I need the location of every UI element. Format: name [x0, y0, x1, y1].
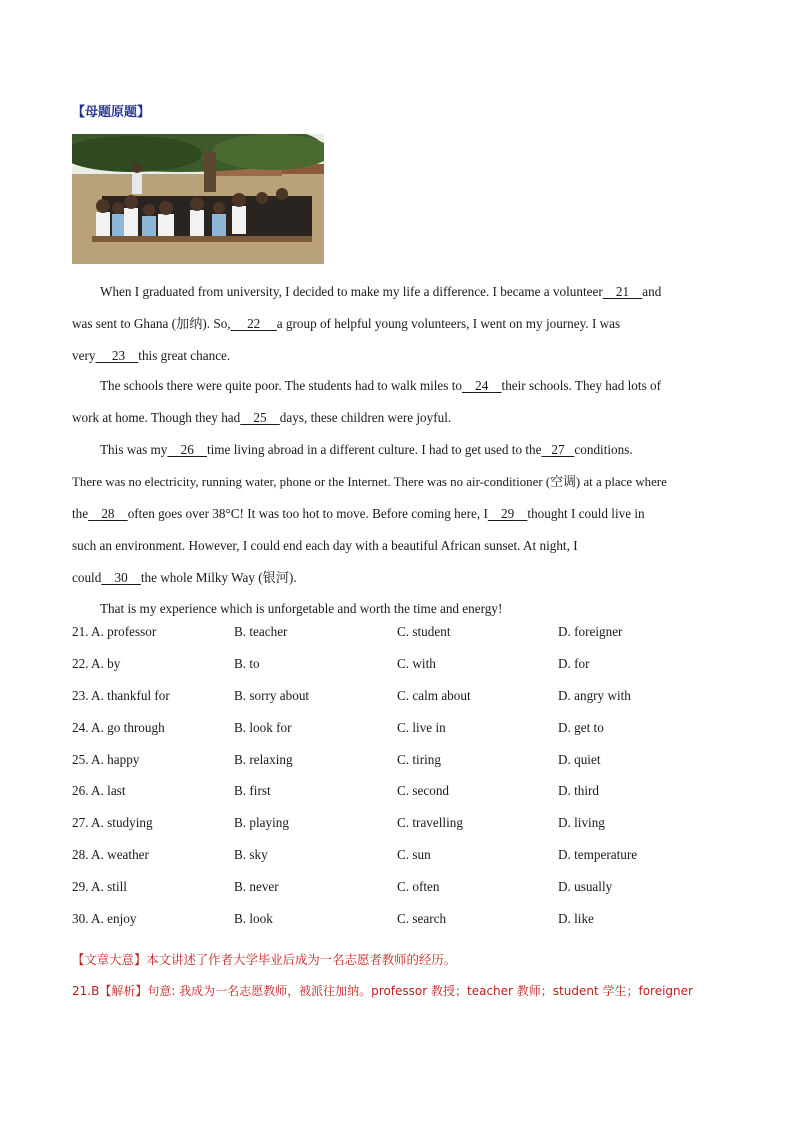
option-b: B. playing — [234, 815, 289, 831]
option-a: 30. A. enjoy — [72, 911, 137, 927]
option-b: B. relaxing — [234, 751, 293, 767]
blank-24: 24 — [475, 378, 489, 393]
option-c: C. second — [397, 783, 450, 799]
blank-22: 22 — [247, 316, 261, 331]
option-d: D. temperature — [558, 847, 638, 863]
passage-text: days, these children were joyful. — [279, 410, 452, 425]
option-d: D. third — [558, 783, 600, 799]
passage-text: could — [72, 570, 102, 585]
option-b: B. never — [234, 879, 279, 895]
question-row-26 — [72, 783, 732, 815]
option-c: C. live in — [397, 719, 446, 735]
option-d: D. angry with — [558, 687, 631, 703]
passage-text: often goes over 38°C! It was too hot to move. Before coming here, I — [127, 506, 488, 521]
photo-image — [72, 134, 324, 264]
question-row-30 — [72, 911, 732, 943]
question-row-25 — [72, 752, 732, 784]
blank-26: 26 — [180, 442, 194, 457]
passage-text: this great chance. — [138, 348, 231, 363]
passage-text: very — [72, 348, 96, 363]
article-summary: 【文章大意】本文讲述了作者大学毕业后成为一名志愿者教师的经历。 — [72, 952, 457, 967]
blank-30: 30 — [114, 570, 128, 585]
option-d: D. usually — [558, 879, 613, 895]
option-a: 28. A. weather — [72, 847, 149, 863]
option-b: B. look — [234, 911, 273, 927]
option-d: D. for — [558, 655, 590, 671]
passage-text: a group of helpful young volunteers, I went on my journey. I was — [276, 316, 621, 331]
option-a: 26. A. last — [72, 783, 126, 799]
passage-text: and — [642, 284, 662, 299]
option-a: 21. A. professor — [72, 624, 157, 639]
blank-21: 21 — [615, 284, 630, 299]
option-a: 27. A. studying — [72, 815, 153, 831]
option-c: C. student — [397, 624, 451, 639]
passage-text: the — [72, 506, 89, 521]
passage-paragraph-3 — [72, 434, 724, 594]
passage-text: That is my experience which is unforgetable and worth the time and energy! — [100, 601, 503, 616]
question-row-28 — [72, 847, 732, 879]
photo-children-under-tree — [72, 134, 324, 264]
option-c: C. sun — [397, 847, 431, 863]
passage-paragraph-4 — [72, 593, 724, 625]
option-b: B. teacher — [234, 624, 288, 639]
blank-29: 29 — [501, 506, 515, 521]
blank-27: 27 — [551, 442, 565, 457]
passage-text: their schools. They had lots of — [501, 378, 661, 393]
option-a: 25. A. happy — [72, 751, 140, 767]
passage-text: There was no electricity, running water, phone or the Internet. There was no air-conditioner (空调) at a place where — [72, 475, 667, 489]
option-b: B. to — [234, 655, 260, 671]
blank-23: 23 — [111, 348, 126, 363]
option-c: C. travelling — [397, 815, 463, 831]
passage-text: The schools there were quite poor. The students had to walk miles to — [100, 378, 462, 393]
passage-text: such an environment. However, I could end each day with a beautiful African sunset. At night, I — [72, 538, 578, 553]
option-c: C. search — [397, 911, 447, 927]
question-row-23 — [72, 688, 732, 720]
blank-28: 28 — [101, 506, 115, 521]
option-a: 29. A. still — [72, 879, 127, 895]
options-list — [72, 624, 732, 943]
answer-analysis: 21.B【解析】句意: 我成为一名志愿教师，被派往加纳。professor 教授；teacher 教师；student 学生；foreigner — [72, 984, 693, 998]
passage-text: This was my — [100, 442, 168, 457]
option-b: B. sky — [234, 847, 268, 863]
passage-paragraph-2 — [72, 370, 724, 434]
passage-text: the whole Milky Way (银河). — [140, 570, 297, 585]
passage-text: thought I could live in — [527, 506, 645, 521]
blank-25: 25 — [253, 410, 267, 425]
passage-text: was sent to Ghana (加纳). So, — [72, 316, 231, 331]
question-row-22 — [72, 656, 732, 688]
question-row-27 — [72, 815, 732, 847]
option-c: C. tiring — [397, 751, 441, 767]
option-b: B. look for — [234, 719, 292, 735]
passage-text: time living abroad in a different culture. I had to get used to the — [206, 442, 542, 457]
option-a: 22. A. by — [72, 655, 121, 671]
passage-text: When I graduated from university, I decided to make my life a difference. I became a volunteer — [100, 284, 603, 299]
passage-text: work at home. Though they had — [72, 410, 241, 425]
option-d: D. foreigner — [558, 624, 623, 639]
option-d: D. living — [558, 815, 605, 831]
section-heading: 【母题原题】 — [72, 105, 151, 120]
question-row-21 — [72, 624, 732, 656]
question-row-29 — [72, 879, 732, 911]
option-b: B. sorry about — [234, 687, 310, 703]
option-c: C. calm about — [397, 687, 471, 703]
passage-paragraph-1 — [72, 276, 724, 372]
option-a: 23. A. thankful for — [72, 687, 170, 703]
option-a: 24. A. go through — [72, 719, 165, 735]
option-b: B. first — [234, 783, 271, 799]
option-c: C. often — [397, 879, 440, 895]
option-d: D. like — [558, 911, 594, 927]
passage-text: conditions. — [574, 442, 633, 457]
option-c: C. with — [397, 655, 436, 671]
option-d: D. get to — [558, 719, 604, 735]
question-row-24 — [72, 720, 732, 752]
option-d: D. quiet — [558, 751, 601, 767]
